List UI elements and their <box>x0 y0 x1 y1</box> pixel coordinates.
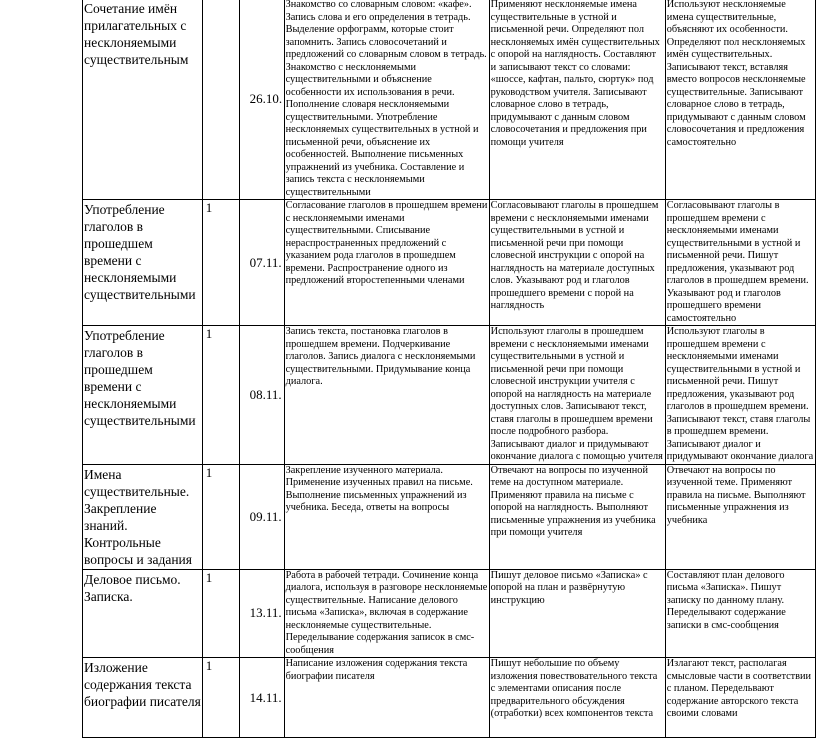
topic-cell: Употребление глаголов в прошедшем времени с несклоняемыми существительными <box>83 326 203 465</box>
group1-activity-cell: Используют глаголы в прошедшем времени с несклоняемыми именами существительными в устной и письменной речи при помощи словесной инструкции учителя с опорой на наглядность на материале доступных слов. Записывают текст, ставя глаголы в прошедшем времени после подробного разбора. Записывают диалог и придумывают окончание диалога с помощью учителя <box>489 326 665 465</box>
table-row <box>83 326 816 465</box>
content-cell: Закрепление изученного материала. Применение изученных правил на письме. Выполнение письменных упражнений из учебника. Беседа, ответы на вопросы <box>284 464 489 569</box>
hours-cell: 1 <box>202 464 239 569</box>
topic-cell: Изложение содержания текста биографии писателя <box>83 658 203 738</box>
group1-activity-cell: Пишут небольшие по объему изложения повествовательного текста с элементами описания после предварительного обсуждения (отработки) всех компонентов текста <box>489 658 665 738</box>
date-cell: 08.11. <box>239 326 284 465</box>
hours-cell: 1 <box>202 569 239 658</box>
lesson-plan-table <box>82 0 816 738</box>
group2-activity-cell: Составляют план делового письма «Записка». Пишут записку по данному плану. Переделывают содержание записки в смс-сообщения <box>665 569 815 658</box>
topic-cell: Имена существительные. Закрепление знаний. Контрольные вопросы и задания <box>83 464 203 569</box>
hours-cell <box>202 0 239 200</box>
table-row <box>83 0 816 200</box>
group2-activity-cell: Используют несклоняемые имена существительные, объясняют их особенности. Определяют пол несклоняемых имён существительных. Записывают текст, вставляя вместо вопросов несклоняемые существительные. Записывают словарное слово в тетрадь, придумывают с данным словом словосочетания и предложения самостоятельно <box>665 0 815 200</box>
content-cell: Согласование глаголов в прошедшем времени с несклоняемыми именами существительными. Списывание нераспространенных предложений с указанием рода глаголов в прошедшем времени. Распространение одного из предложений второстепенными членами <box>284 200 489 326</box>
hours-cell: 1 <box>202 326 239 465</box>
hours-cell: 1 <box>202 200 239 326</box>
table-row <box>83 658 816 738</box>
table-body <box>83 0 816 738</box>
content-cell: Работа в рабочей тетради. Сочинение конца диалога, используя в разговоре несклоняемые существительные. Написание делового письма «Записка», включая в содержание несклоняемые существительные. Переделывание содержания записок в смс-сообщения <box>285 569 488 656</box>
group1-activity-cell: Применяют несклоняемые имена существительные в устной и письменной речи. Определяют пол несклоняемых имён существительных с опорой на наглядность. Составляют и записывают текст со словами: «шоссе, кафтан, пальто, сюртук» под руководством учителя. Записывают словарное слово в тетрадь, придумывают с данным словом словосочетания и предложения при помощи учителя <box>489 0 665 200</box>
group1-activity-cell: Отвечают на вопросы по изученной теме на доступном материале. Применяют правила на письме с опорой на наглядность. Выполняют письменные упражнения из учебника при помощи учителя <box>489 464 665 569</box>
hours-cell: 1 <box>202 658 239 738</box>
date-cell: 26.10. <box>239 0 284 200</box>
date-cell: 09.11. <box>239 464 284 569</box>
topic-cell: Сочетание имён прилагательных с несклоняемыми существительным <box>83 0 203 200</box>
group2-activity-cell: Согласовывают глаголы в прошедшем времени с несклоняемыми именами существительными в устной и письменной речи. Пишут предложения, указывают род глаголов в прошедшем времени. Указывают род и глаголов прошедшего времени самостоятельно <box>665 200 815 326</box>
group1-activity-cell: Согласовывают глаголы в прошедшем времени с несклоняемыми именами существительными в устной и письменной речи при помощи словесной инструкции с опорой на наглядность на материале доступных слов. Указывают род и глаголов прошедшего времени с порой на наглядность <box>489 200 665 326</box>
group1-activity-cell: Пишут деловое письмо «Записка» с опорой на план и развёрнутую инструкцию <box>489 569 665 658</box>
content-cell: Запись текста, постановка глаголов в прошедшем времени. Подчеркивание глаголов. Запись диалога с несклоняемыми существительными. Придумывание конца диалога. <box>284 326 489 465</box>
date-cell: 14.11. <box>239 658 284 738</box>
date-cell: 07.11. <box>239 200 284 326</box>
topic-cell: Деловое письмо. Записка. <box>83 569 203 658</box>
topic-cell: Употребление глаголов в прошедшем времени с несклоняемыми существительными <box>83 200 203 326</box>
group2-activity-cell: Используют глаголы в прошедшем времени с несклоняемыми именами существительными в устной и письменной речи. Пишут предложения, указывают род глаголов в прошедшем времени. Записывают текст, ставя глаголы в прошедшем времени. Записывают диалог и придумывают окончание диалога <box>665 326 815 465</box>
group2-activity-cell: Отвечают на вопросы по изученной теме. Применяют правила на письме. Выполняют письменные упражнения из учебника <box>665 464 815 569</box>
table-row <box>83 464 816 569</box>
content-cell: Написание изложения содержания текста биографии писателя <box>284 658 489 738</box>
table-row <box>83 569 816 658</box>
group2-activity-cell: Излагают текст, располагая смысловые части в соответствии с планом. Передельвают содержание авторского текста своими словами <box>665 658 815 738</box>
content-cell: Знакомство со словарным словом: «кафе». Запись слова и его определения в тетрадь. Выделение орфограмм, которые стоит запомнить. Запись словосочетаний и предложений со словарным словом в тетрадь. Знакомство с несклоняемыми существительными и объяснение особенности их использования в речи. Пополнение словаря несклоняемыми существительными. Употребление несклоняемых существительных в устной и письменной речи, объяснение их особенностей. Выполнение письменных упражнений из учебника. Составление и запись текста с несклоняемыми существительными <box>284 0 489 200</box>
table-row <box>83 200 816 326</box>
date-cell: 13.11. <box>239 569 284 658</box>
